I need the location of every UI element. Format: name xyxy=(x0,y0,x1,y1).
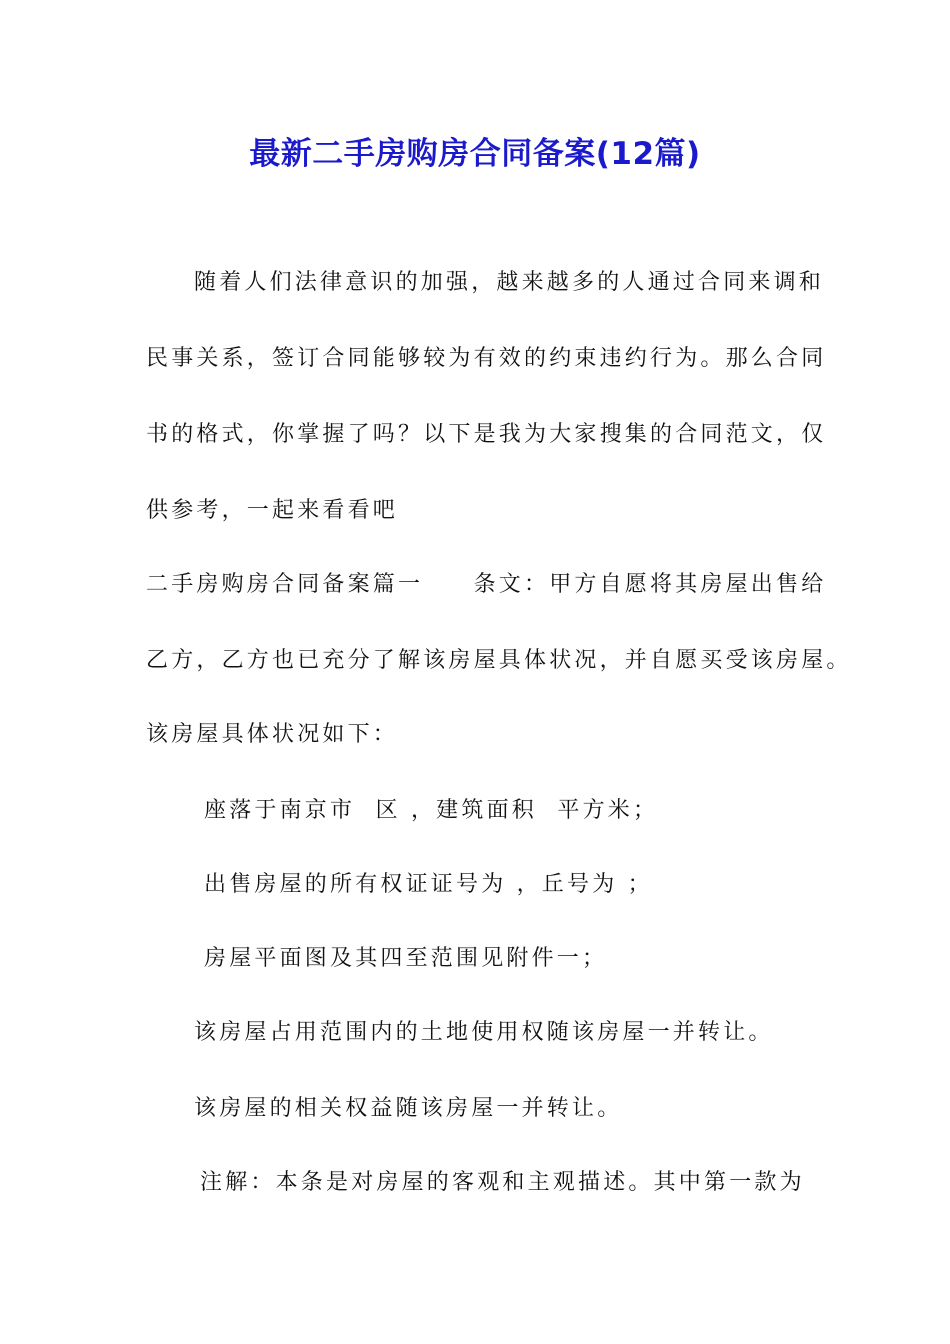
clause-location: 座落于南京市 区 ，建筑面积 平方米； xyxy=(204,798,659,823)
clause-certificate: 出售房屋的所有权证证号为 ，丘号为 ； xyxy=(204,872,653,897)
paragraph-line-6: 乙方，乙方也已充分了解该房屋具体状况，并自愿买受该房屋。 xyxy=(146,648,852,673)
paragraph-line-7: 该房屋具体状况如下： xyxy=(146,722,399,747)
paragraph-line-2: 民事关系，签订合同能够较为有效的约束违约行为。那么合同 xyxy=(146,346,827,371)
annotation-line: 注解：本条是对房屋的客观和主观描述。其中第一款为 xyxy=(200,1170,805,1195)
document-title: 最新二手房购房合同备案(12篇) xyxy=(249,136,701,172)
paragraph-line-4: 供参考，一起来看看吧 xyxy=(146,498,399,523)
clause-rights: 该房屋的相关权益随该房屋一并转让。 xyxy=(194,1096,623,1121)
section-heading-line: 二手房购房合同备案篇一 条文：甲方自愿将其房屋出售给 xyxy=(146,572,827,597)
clause-floor-plan: 房屋平面图及其四至范围见附件一； xyxy=(204,946,608,971)
paragraph-line-3: 书的格式，你掌握了吗？以下是我为大家搜集的合同范文，仅 xyxy=(146,422,827,447)
clause-land-use: 该房屋占用范围内的土地使用权随该房屋一并转让。 xyxy=(194,1020,774,1045)
paragraph-line-1: 随着人们法律意识的加强，越来越多的人通过合同来调和 xyxy=(194,270,825,295)
